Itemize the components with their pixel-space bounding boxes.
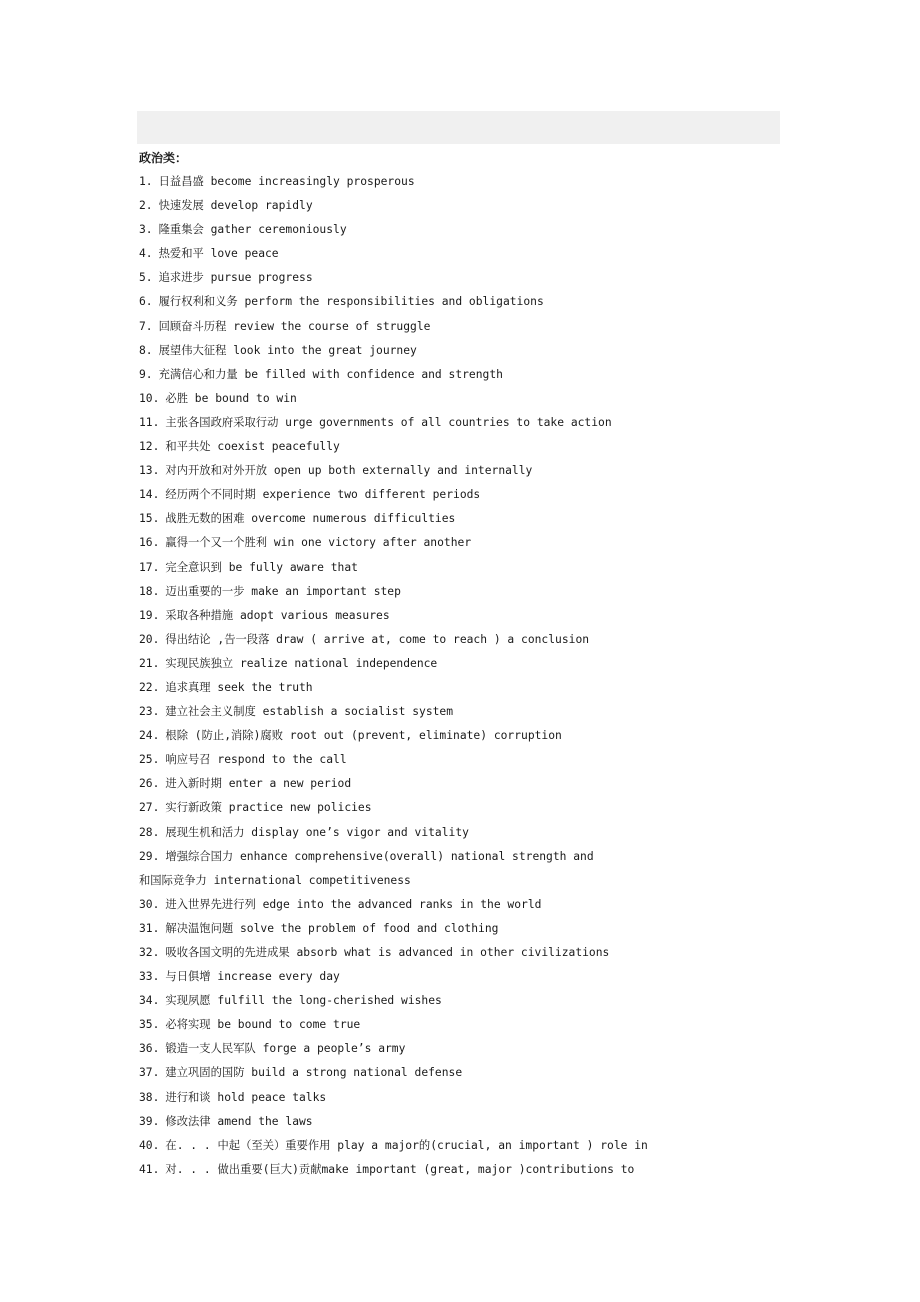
phrase-entry bbox=[139, 845, 799, 869]
phrase-entry bbox=[139, 869, 799, 893]
entry-number: 2. bbox=[139, 199, 153, 213]
phrase-entry bbox=[139, 724, 799, 748]
phrase-entry bbox=[139, 941, 799, 965]
entry-number: 41. bbox=[139, 1162, 160, 1176]
entry-text: 与日俱增 increase every day bbox=[165, 970, 340, 984]
entry-text: 热爱和平 love peace bbox=[158, 247, 279, 261]
entry-number: 16. bbox=[139, 536, 160, 550]
entry-number: 28. bbox=[139, 825, 160, 839]
phrase-entry bbox=[139, 1158, 799, 1182]
entry-number: 23. bbox=[139, 705, 160, 719]
entry-text: 追求进步 pursue progress bbox=[158, 271, 313, 285]
phrase-entry bbox=[139, 459, 799, 483]
entry-number: 34. bbox=[139, 994, 160, 1008]
entry-text: 迈出重要的一步 make an important step bbox=[165, 584, 401, 598]
entry-number: 13. bbox=[139, 464, 160, 478]
entry-text: 响应号召 respond to the call bbox=[165, 753, 347, 767]
phrase-entry bbox=[139, 796, 799, 820]
entry-number: 8. bbox=[139, 343, 153, 357]
phrase-entry bbox=[139, 290, 799, 314]
entry-number: 39. bbox=[139, 1114, 160, 1128]
entry-text: 建立巩固的国防 build a strong national defense bbox=[165, 1066, 463, 1080]
entry-number: 36. bbox=[139, 1042, 160, 1056]
phrase-entry bbox=[139, 748, 799, 772]
entry-number: 24. bbox=[139, 729, 160, 743]
entry-text: 进入世界先进行列 edge into the advanced ranks in the world bbox=[165, 897, 542, 911]
entry-text: 战胜无数的困难 overcome numerous difficulties bbox=[165, 512, 456, 526]
entry-number: 20. bbox=[139, 632, 160, 646]
phrase-entry bbox=[139, 483, 799, 507]
entry-text: 对. . . 做出重要(巨大)贡献make important (great, major )contributions to bbox=[165, 1162, 635, 1176]
entry-number: 1. bbox=[139, 175, 153, 188]
entry-text: 充满信心和力量 be filled with confidence and strength bbox=[158, 367, 503, 381]
entry-text: 得出结论 ,告一段落 draw ( arrive at, come to reach ) a conclusion bbox=[165, 632, 590, 646]
entry-text: 建立社会主义制度 establish a socialist system bbox=[165, 705, 454, 719]
entry-text: 展现生机和活力 display one’s vigor and vitality bbox=[165, 825, 469, 839]
phrase-entry bbox=[139, 507, 799, 531]
entry-text: 和国际竞争力 international competitiveness bbox=[139, 873, 411, 887]
phrase-entry bbox=[139, 1037, 799, 1061]
phrase-entry bbox=[139, 628, 799, 652]
entry-text: 日益昌盛 become increasingly prosperous bbox=[158, 175, 415, 188]
phrase-entry bbox=[139, 363, 799, 387]
entry-number: 6. bbox=[139, 295, 153, 309]
entry-number: 3. bbox=[139, 223, 153, 237]
phrase-entry bbox=[139, 1110, 799, 1134]
entry-text: 吸收各国文明的先进成果 absorb what is advanced in other civilizations bbox=[165, 946, 610, 959]
entry-text: 履行权利和义务 perform the responsibilities and obligations bbox=[158, 295, 544, 309]
entry-number: 31. bbox=[139, 921, 160, 935]
entry-number: 40. bbox=[139, 1138, 160, 1152]
phrase-entry bbox=[139, 242, 799, 266]
entry-number: 14. bbox=[139, 488, 160, 502]
entry-text: 回顾奋斗历程 review the course of struggle bbox=[158, 319, 431, 333]
entry-text: 增强综合国力 enhance comprehensive(overall) national strength and bbox=[165, 849, 594, 863]
entry-text: 解决温饱问题 solve the problem of food and clothing bbox=[165, 921, 499, 935]
entry-number: 25. bbox=[139, 753, 160, 767]
phrase-entry bbox=[139, 652, 799, 676]
phrase-entry bbox=[139, 315, 799, 339]
phrase-entry bbox=[139, 676, 799, 700]
entry-text: 主张各国政府采取行动 urge governments of all countries to take action bbox=[165, 415, 612, 429]
entry-text: 对内开放和对外开放 open up both externally and internally bbox=[165, 464, 533, 478]
phrase-entry bbox=[139, 893, 799, 917]
entry-text: 进入新时期 enter a new period bbox=[165, 777, 352, 791]
entry-number: 32. bbox=[139, 946, 160, 959]
entry-number: 26. bbox=[139, 777, 160, 791]
phrase-entry bbox=[139, 700, 799, 724]
phrase-entry bbox=[139, 339, 799, 363]
entry-text: 赢得一个又一个胜利 win one victory after another bbox=[165, 536, 472, 550]
entry-number: 22. bbox=[139, 680, 160, 694]
entry-text: 实行新政策 practice new policies bbox=[165, 801, 372, 815]
section-title: 政治类： bbox=[139, 151, 188, 165]
entry-text: 和平共处 coexist peacefully bbox=[165, 440, 340, 454]
phrase-entry bbox=[139, 194, 799, 218]
entry-number: 33. bbox=[139, 970, 160, 984]
entry-number: 15. bbox=[139, 512, 160, 526]
phrase-entry bbox=[139, 772, 799, 796]
phrase-entry bbox=[139, 821, 799, 845]
entry-text: 经历两个不同时期 experience two different periods bbox=[165, 488, 481, 502]
entry-text: 采取各种措施 adopt various measures bbox=[165, 608, 390, 622]
phrase-entry bbox=[139, 218, 799, 242]
entry-number: 9. bbox=[139, 367, 153, 381]
entry-text: 必胜 be bound to win bbox=[165, 391, 297, 405]
entry-text: 快速发展 develop rapidly bbox=[158, 199, 313, 213]
entry-number: 29. bbox=[139, 849, 160, 863]
phrase-entry bbox=[139, 556, 799, 580]
phrase-entry bbox=[139, 1013, 799, 1037]
entry-text: 展望伟大征程 look into the great journey bbox=[158, 343, 417, 357]
entry-number: 7. bbox=[139, 319, 153, 333]
entry-number: 35. bbox=[139, 1018, 160, 1032]
phrase-entry bbox=[139, 580, 799, 604]
entry-number: 30. bbox=[139, 897, 160, 911]
entry-text: 必将实现 be bound to come true bbox=[165, 1018, 361, 1032]
entry-number: 4. bbox=[139, 247, 153, 261]
phrase-entry bbox=[139, 266, 799, 290]
entry-text: 隆重集会 gather ceremoniously bbox=[158, 223, 347, 237]
entry-number: 37. bbox=[139, 1066, 160, 1080]
header-band bbox=[137, 111, 780, 144]
entry-text: 锻造一支人民军队 forge a people’s army bbox=[165, 1042, 406, 1056]
content bbox=[139, 146, 799, 1182]
entry-number: 27. bbox=[139, 801, 160, 815]
entry-text: 根除 (防止,消除)腐败 root out (prevent, eliminate) corruption bbox=[165, 729, 562, 743]
phrase-entry bbox=[139, 435, 799, 459]
entry-number: 19. bbox=[139, 608, 160, 622]
entry-text: 修改法律 amend the laws bbox=[165, 1114, 313, 1128]
entry-text: 实现民族独立 realize national independence bbox=[165, 656, 438, 670]
entry-number: 10. bbox=[139, 391, 160, 405]
entry-number: 18. bbox=[139, 584, 160, 598]
entry-text: 在. . . 中起（至关）重要作用 play a major的(crucial, an important ) role in bbox=[165, 1138, 648, 1152]
phrase-entry bbox=[139, 531, 799, 555]
phrase-entry bbox=[139, 604, 799, 628]
phrase-entry bbox=[139, 1086, 799, 1110]
phrase-entry bbox=[139, 170, 799, 194]
entry-number: 17. bbox=[139, 560, 160, 574]
entry-text: 完全意识到 be fully aware that bbox=[165, 560, 358, 574]
entry-number: 5. bbox=[139, 271, 153, 285]
phrase-entry bbox=[139, 917, 799, 941]
entry-text: 实现夙愿 fulfill the long-cherished wishes bbox=[165, 994, 442, 1008]
entry-text: 进行和谈 hold peace talks bbox=[165, 1090, 327, 1104]
entry-number: 38. bbox=[139, 1090, 160, 1104]
phrase-entry bbox=[139, 989, 799, 1013]
phrase-entry bbox=[139, 965, 799, 989]
entry-text: 追求真理 seek the truth bbox=[165, 680, 313, 694]
phrase-entry bbox=[139, 387, 799, 411]
entry-number: 21. bbox=[139, 656, 160, 670]
phrase-list bbox=[139, 170, 799, 1182]
phrase-entry bbox=[139, 411, 799, 435]
phrase-entry bbox=[139, 1134, 799, 1158]
entry-number: 11. bbox=[139, 415, 160, 429]
entry-number: 12. bbox=[139, 440, 160, 454]
phrase-entry bbox=[139, 1061, 799, 1085]
